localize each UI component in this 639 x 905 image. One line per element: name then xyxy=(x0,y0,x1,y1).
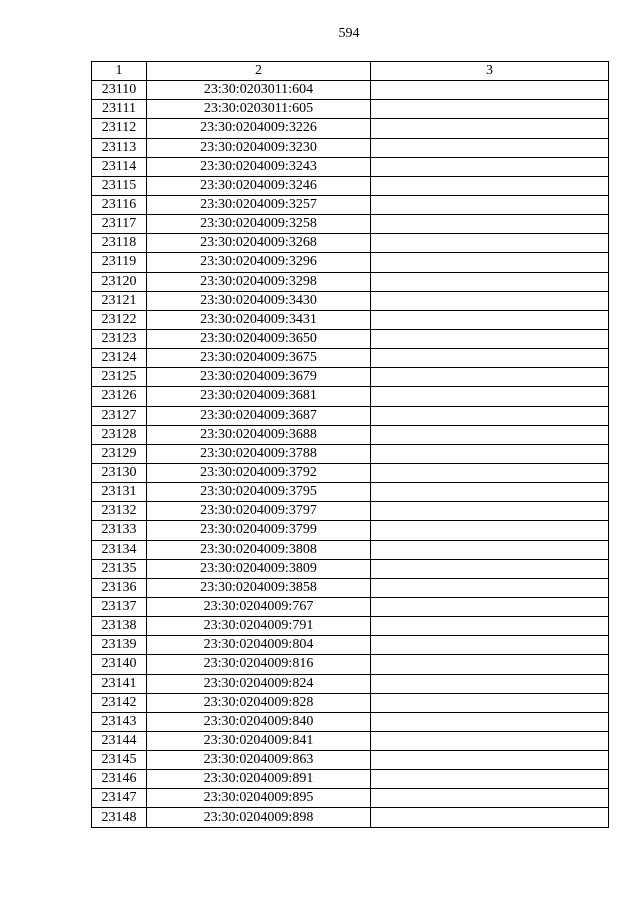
cadastral-number-cell: 23:30:0204009:3257 xyxy=(147,195,371,214)
table-row xyxy=(92,253,609,272)
table-row xyxy=(92,195,609,214)
note-cell xyxy=(371,789,609,808)
cadastral-number-cell: 23:30:0204009:3298 xyxy=(147,272,371,291)
row-number-cell: 23128 xyxy=(92,425,147,444)
table-row xyxy=(92,655,609,674)
row-number-cell: 23119 xyxy=(92,253,147,272)
row-number-cell: 23126 xyxy=(92,387,147,406)
table-row xyxy=(92,310,609,329)
table-row xyxy=(92,770,609,789)
table-row xyxy=(92,234,609,253)
row-number-cell: 23137 xyxy=(92,597,147,616)
row-number-cell: 23141 xyxy=(92,674,147,693)
cadastral-number-cell: 23:30:0204009:891 xyxy=(147,770,371,789)
table-row xyxy=(92,272,609,291)
row-number-cell: 23115 xyxy=(92,176,147,195)
table-row xyxy=(92,597,609,616)
table-row xyxy=(92,617,609,636)
table-row xyxy=(92,215,609,234)
note-cell xyxy=(371,234,609,253)
cadastral-number-cell: 23:30:0204009:3430 xyxy=(147,291,371,310)
table-row xyxy=(92,712,609,731)
row-number-cell: 23142 xyxy=(92,693,147,712)
cadastral-number-cell: 23:30:0204009:895 xyxy=(147,789,371,808)
row-number-cell: 23136 xyxy=(92,578,147,597)
note-cell xyxy=(371,100,609,119)
table-row xyxy=(92,176,609,195)
table-body xyxy=(92,81,609,827)
table-row xyxy=(92,674,609,693)
table-row xyxy=(92,368,609,387)
note-cell xyxy=(371,176,609,195)
cadastral-number-cell: 23:30:0204009:3258 xyxy=(147,215,371,234)
row-number-cell: 23117 xyxy=(92,215,147,234)
note-cell xyxy=(371,808,609,827)
note-cell xyxy=(371,674,609,693)
cadastral-number-cell: 23:30:0204009:3687 xyxy=(147,406,371,425)
row-number-cell: 23116 xyxy=(92,195,147,214)
table-row xyxy=(92,731,609,750)
table-row xyxy=(92,138,609,157)
note-cell xyxy=(371,483,609,502)
row-number-cell: 23132 xyxy=(92,502,147,521)
table-row xyxy=(92,81,609,100)
row-number-cell: 23138 xyxy=(92,617,147,636)
table-row xyxy=(92,808,609,827)
row-number-cell: 23148 xyxy=(92,808,147,827)
note-cell xyxy=(371,617,609,636)
cadastral-number-cell: 23:30:0204009:3268 xyxy=(147,234,371,253)
row-number-cell: 23135 xyxy=(92,559,147,578)
note-cell xyxy=(371,502,609,521)
row-number-cell: 23131 xyxy=(92,483,147,502)
note-cell xyxy=(371,636,609,655)
row-number-cell: 23144 xyxy=(92,731,147,750)
cadastral-number-cell: 23:30:0204009:824 xyxy=(147,674,371,693)
row-number-cell: 23140 xyxy=(92,655,147,674)
cadastral-number-cell: 23:30:0204009:3230 xyxy=(147,138,371,157)
cadastral-number-cell: 23:30:0204009:840 xyxy=(147,712,371,731)
note-cell xyxy=(371,444,609,463)
note-cell xyxy=(371,119,609,138)
cadastral-number-cell: 23:30:0204009:767 xyxy=(147,597,371,616)
cadastral-number-cell: 23:30:0204009:841 xyxy=(147,731,371,750)
row-number-cell: 23123 xyxy=(92,329,147,348)
cadastral-number-cell: 23:30:0204009:3788 xyxy=(147,444,371,463)
row-number-cell: 23134 xyxy=(92,540,147,559)
table-row xyxy=(92,444,609,463)
row-number-cell: 23130 xyxy=(92,463,147,482)
cadastral-number-cell: 23:30:0204009:3650 xyxy=(147,329,371,348)
cadastral-number-cell: 23:30:0204009:863 xyxy=(147,751,371,770)
table-row xyxy=(92,329,609,348)
column-header-3: 3 xyxy=(371,62,609,81)
table-row xyxy=(92,578,609,597)
note-cell xyxy=(371,731,609,750)
cadastral-number-cell: 23:30:0204009:3795 xyxy=(147,483,371,502)
note-cell xyxy=(371,81,609,100)
table-row xyxy=(92,540,609,559)
row-number-cell: 23112 xyxy=(92,119,147,138)
row-number-cell: 23122 xyxy=(92,310,147,329)
table-row xyxy=(92,751,609,770)
table-row xyxy=(92,693,609,712)
note-cell xyxy=(371,559,609,578)
row-number-cell: 23139 xyxy=(92,636,147,655)
note-cell xyxy=(371,368,609,387)
cadastral-number-cell: 23:30:0204009:898 xyxy=(147,808,371,827)
note-cell xyxy=(371,540,609,559)
note-cell xyxy=(371,215,609,234)
cadastral-number-cell: 23:30:0204009:3792 xyxy=(147,463,371,482)
row-number-cell: 23114 xyxy=(92,157,147,176)
cadastral-number-cell: 23:30:0204009:3809 xyxy=(147,559,371,578)
note-cell xyxy=(371,329,609,348)
cadastral-number-cell: 23:30:0204009:3688 xyxy=(147,425,371,444)
table-row xyxy=(92,406,609,425)
cadastral-number-cell: 23:30:0203011:605 xyxy=(147,100,371,119)
row-number-cell: 23127 xyxy=(92,406,147,425)
note-cell xyxy=(371,521,609,540)
row-number-cell: 23113 xyxy=(92,138,147,157)
row-number-cell: 23125 xyxy=(92,368,147,387)
note-cell xyxy=(371,406,609,425)
note-cell xyxy=(371,272,609,291)
cadastral-number-cell: 23:30:0204009:3679 xyxy=(147,368,371,387)
column-header-1: 1 xyxy=(92,62,147,81)
table-row xyxy=(92,157,609,176)
row-number-cell: 23121 xyxy=(92,291,147,310)
note-cell xyxy=(371,712,609,731)
page-number: 594 xyxy=(338,26,360,41)
row-number-cell: 23124 xyxy=(92,349,147,368)
cadastral-number-cell: 23:30:0204009:791 xyxy=(147,617,371,636)
note-cell xyxy=(371,138,609,157)
cadastral-number-cell: 23:30:0204009:804 xyxy=(147,636,371,655)
cadastral-number-cell: 23:30:0204009:3799 xyxy=(147,521,371,540)
row-number-cell: 23143 xyxy=(92,712,147,731)
note-cell xyxy=(371,597,609,616)
row-number-cell: 23118 xyxy=(92,234,147,253)
cadastral-number-cell: 23:30:0204009:3797 xyxy=(147,502,371,521)
row-number-cell: 23120 xyxy=(92,272,147,291)
row-number-cell: 23146 xyxy=(92,770,147,789)
note-cell xyxy=(371,291,609,310)
cadastral-number-cell: 23:30:0204009:816 xyxy=(147,655,371,674)
note-cell xyxy=(371,425,609,444)
cadastral-number-cell: 23:30:0204009:3675 xyxy=(147,349,371,368)
note-cell xyxy=(371,195,609,214)
table-row xyxy=(92,559,609,578)
table-row xyxy=(92,502,609,521)
note-cell xyxy=(371,770,609,789)
cadastral-number-cell: 23:30:0204009:3296 xyxy=(147,253,371,272)
table-row xyxy=(92,463,609,482)
note-cell xyxy=(371,751,609,770)
table-row xyxy=(92,483,609,502)
row-number-cell: 23145 xyxy=(92,751,147,770)
note-cell xyxy=(371,157,609,176)
table-row xyxy=(92,100,609,119)
row-number-cell: 23147 xyxy=(92,789,147,808)
table-row xyxy=(92,789,609,808)
cadastral-number-cell: 23:30:0204009:828 xyxy=(147,693,371,712)
cadastral-number-cell: 23:30:0204009:3226 xyxy=(147,119,371,138)
note-cell xyxy=(371,349,609,368)
table-row xyxy=(92,119,609,138)
note-cell xyxy=(371,310,609,329)
column-header-2: 2 xyxy=(147,62,371,81)
cadastral-number-cell: 23:30:0204009:3681 xyxy=(147,387,371,406)
cadastral-number-cell: 23:30:0203011:604 xyxy=(147,81,371,100)
row-number-cell: 23133 xyxy=(92,521,147,540)
table-row xyxy=(92,349,609,368)
table-row xyxy=(92,636,609,655)
note-cell xyxy=(371,578,609,597)
table-row xyxy=(92,521,609,540)
note-cell xyxy=(371,253,609,272)
table-header-row xyxy=(92,62,609,81)
note-cell xyxy=(371,463,609,482)
cadastral-number-cell: 23:30:0204009:3431 xyxy=(147,310,371,329)
note-cell xyxy=(371,693,609,712)
row-number-cell: 23129 xyxy=(92,444,147,463)
row-number-cell: 23110 xyxy=(92,81,147,100)
cadastral-number-cell: 23:30:0204009:3246 xyxy=(147,176,371,195)
note-cell xyxy=(371,655,609,674)
cadastral-number-cell: 23:30:0204009:3243 xyxy=(147,157,371,176)
cadastral-number-cell: 23:30:0204009:3808 xyxy=(147,540,371,559)
note-cell xyxy=(371,387,609,406)
table-row xyxy=(92,387,609,406)
cadastral-number-cell: 23:30:0204009:3858 xyxy=(147,578,371,597)
table-row xyxy=(92,291,609,310)
table-row xyxy=(92,425,609,444)
row-number-cell: 23111 xyxy=(92,100,147,119)
data-table xyxy=(91,61,609,828)
